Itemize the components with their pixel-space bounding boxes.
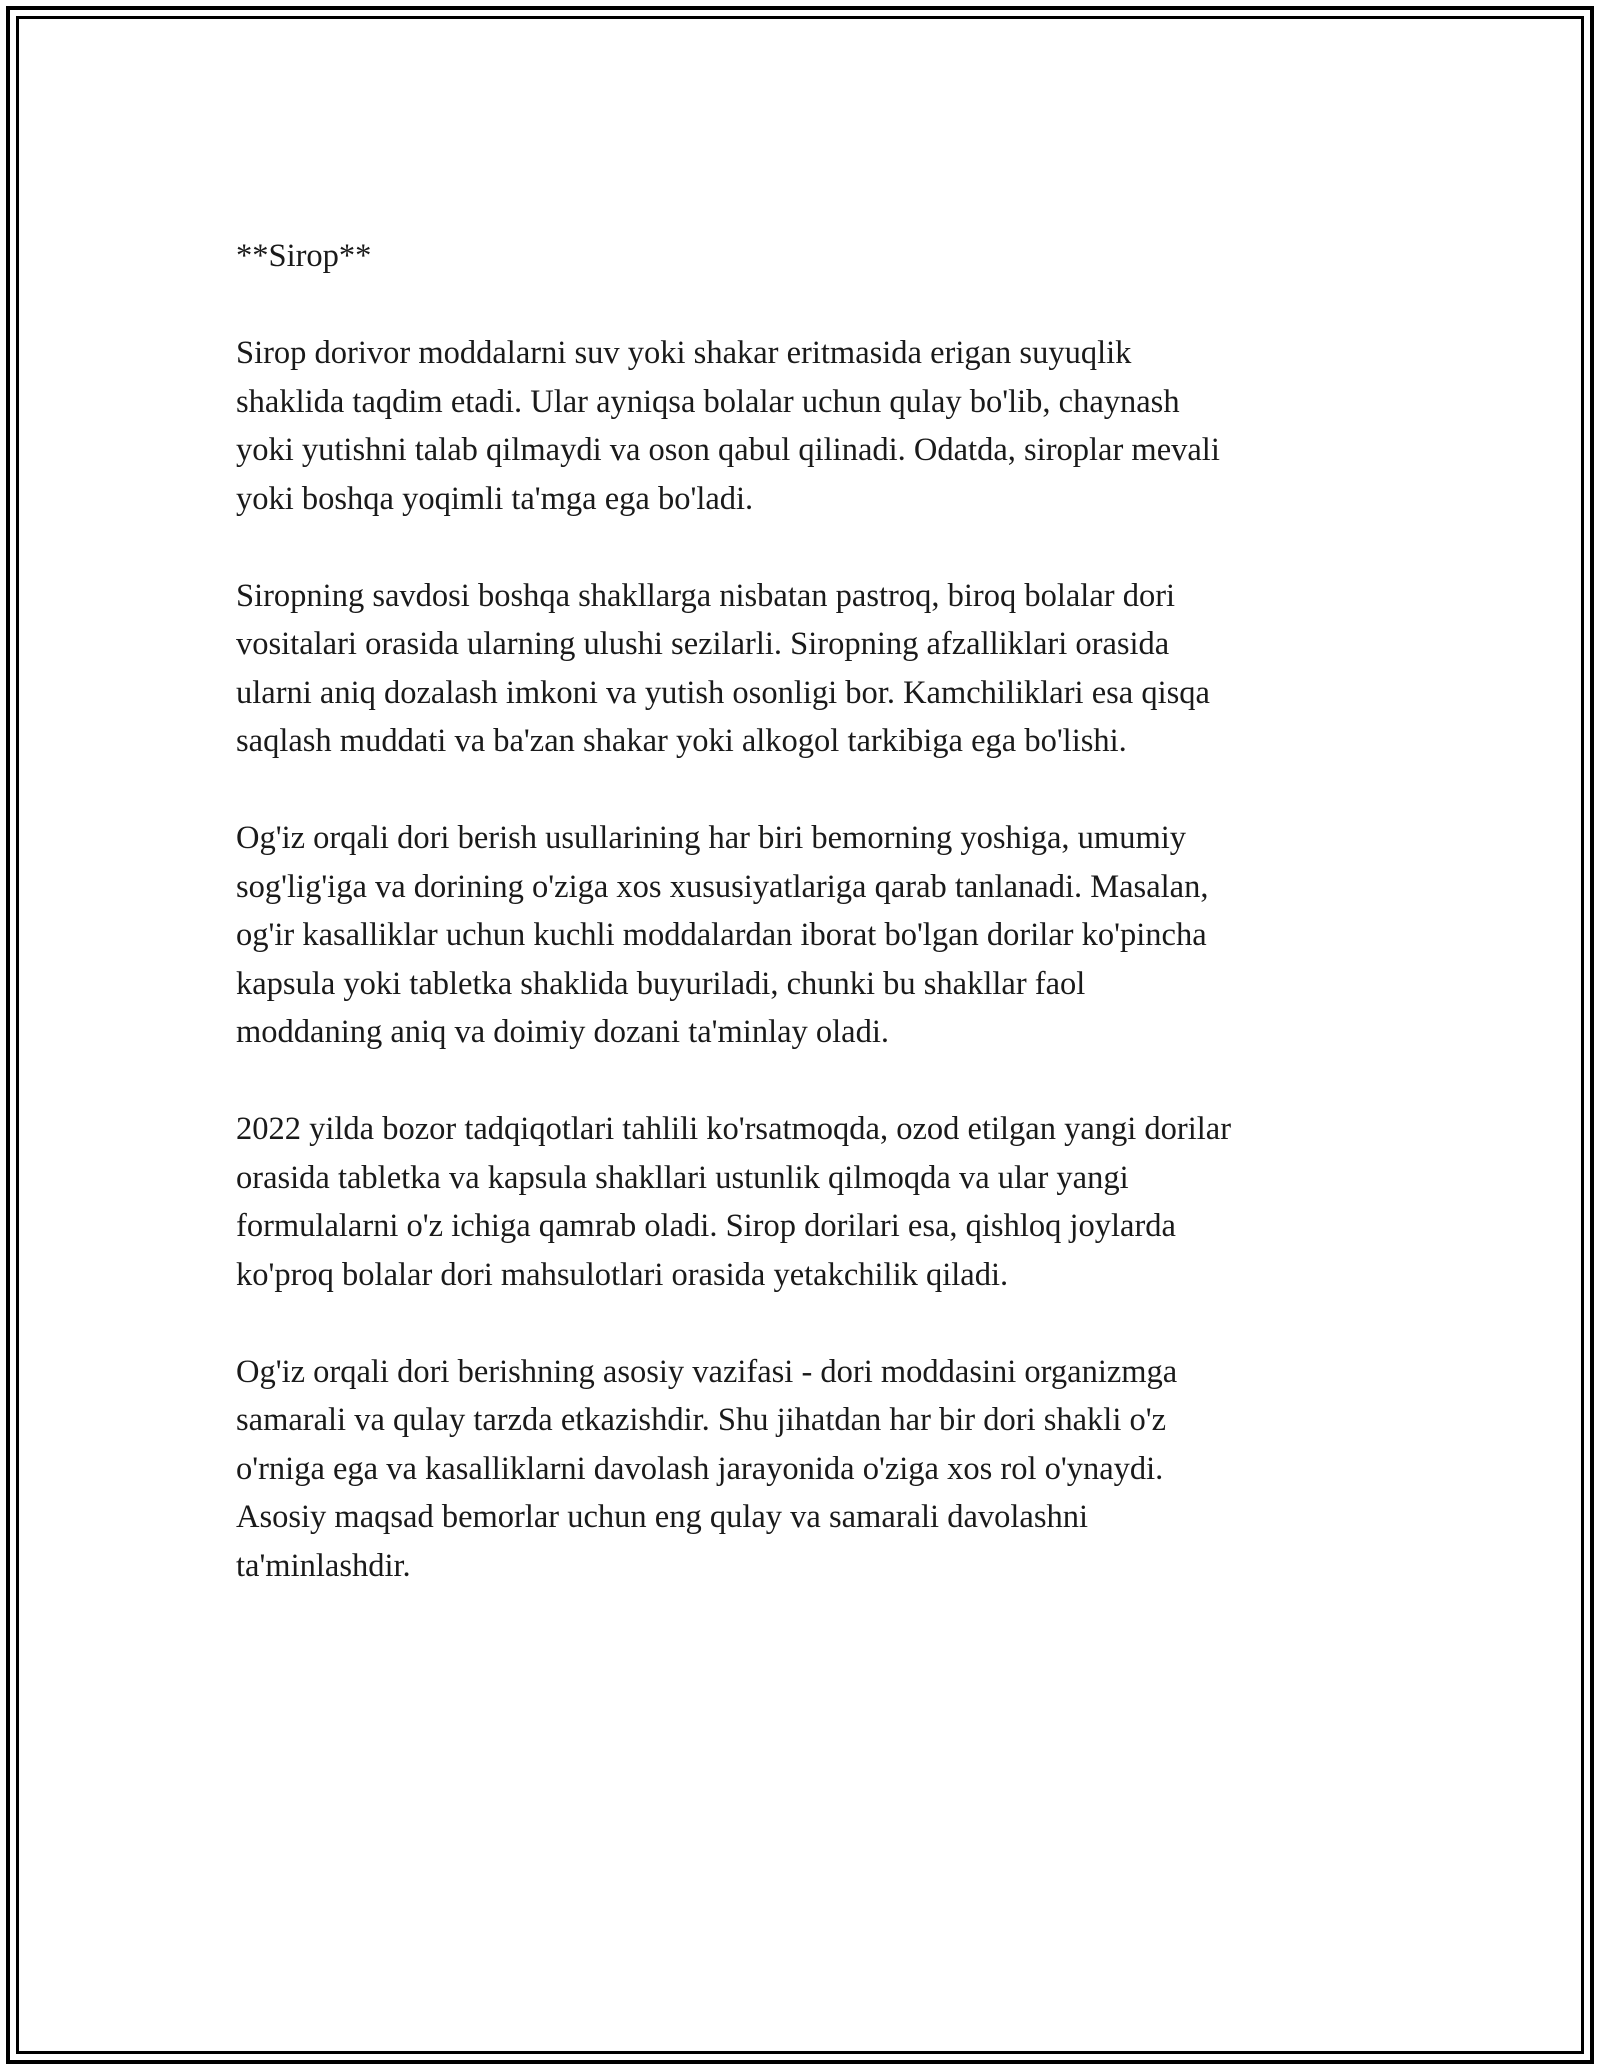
text-line: 2022 yilda bozor tadqiqotlari tahlili ko'rsatmoqda, ozod etilgan yangi dorilar: [236, 1111, 1232, 1147]
text-line: Og'iz orqali dori berish usullarining har biri bemorning yoshiga, umumiy: [236, 820, 1187, 856]
paragraph-4: [236, 1105, 1366, 1299]
text-line: orasida tabletka va kapsula shakllari ustunlik qilmoqda va ular yangi: [236, 1159, 1129, 1196]
text-line: Sirop dorivor moddalarni suv yoki shakar eritmasida erigan suyuqlik: [236, 335, 1132, 371]
text-line: Og'iz orqali dori berishning asosiy vazifasi - dori moddasini organizmga: [236, 1353, 1178, 1390]
paragraph-5: [236, 1348, 1366, 1591]
document-body: [236, 232, 1366, 1639]
text-line: o'rniga ega va kasalliklarni davolash jarayonida o'ziga xos rol o'ynaydi.: [236, 1450, 1164, 1487]
text-line: ta'minlashdir.: [236, 1547, 411, 1584]
text-line: ko'proq bolalar dori mahsulotlari orasida yetakchilik qiladi.: [236, 1256, 1009, 1293]
text-line: vositalari orasida ularning ulushi sezilarli. Siropning afzalliklari orasida: [236, 626, 1170, 662]
text-line: formulalarni o'z ichiga qamrab oladi. Sirop dorilari esa, qishloq joylarda: [236, 1208, 1176, 1244]
text-line: kapsula yoki tabletka shaklida buyuriladi, chunki bu shakllar faol: [236, 965, 1086, 1002]
text-line: moddaning aniq va doimiy dozani ta'minlay oladi.: [236, 1014, 890, 1050]
text-line: saqlash muddati va ba'zan shakar yoki alkogol tarkibiga ega bo'lishi.: [236, 723, 1127, 759]
text-line: yoki yutishni talab qilmaydi va oson qabul qilinadi. Odatda, siroplar mevali: [236, 432, 1220, 468]
text-line: samarali va qulay tarzda etkazishdir. Shu jihatdan har bir dori shakli o'z: [236, 1402, 1167, 1438]
text-line: yoki boshqa yoqimli ta'mga ega bo'ladi.: [236, 480, 754, 517]
text-line: Siropning savdosi boshqa shakllarga nisbatan pastroq, biroq bolalar dori: [236, 577, 1176, 614]
text-line: Asosiy maqsad bemorlar uchun eng qulay va samarali davolashni: [236, 1499, 1088, 1535]
text-line: sog'lig'iga va dorining o'ziga xos xususiyatlariga qarab tanlanadi. Masalan,: [236, 868, 1209, 905]
text-line: og'ir kasalliklar uchun kuchli moddalardan iborat bo'lgan dorilar ko'pincha: [236, 917, 1207, 953]
paragraph-1: [236, 329, 1366, 523]
paragraph-3: [236, 814, 1366, 1057]
paragraph-2: [236, 572, 1366, 766]
text-line: shaklida taqdim etadi. Ular ayniqsa bolalar uchun qulay bo'lib, chaynash: [236, 383, 1180, 420]
document-title: **Sirop**: [236, 238, 372, 274]
text-line: ularni aniq dozalash imkoni va yutish osonligi bor. Kamchiliklari esa qisqa: [236, 674, 1210, 711]
